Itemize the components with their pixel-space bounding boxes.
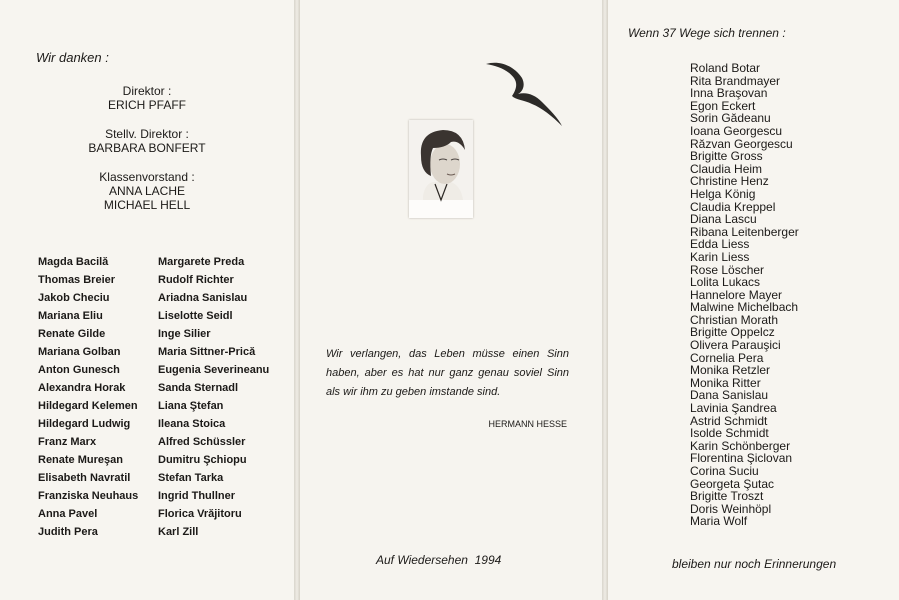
graduate-name: Ribana Leitenberger: [690, 224, 799, 239]
teacher-name: Hildegard Ludwig: [38, 418, 131, 430]
teacher-name: Liselotte Seidl: [158, 310, 233, 322]
graduate-name: Malwine Michelbach: [690, 300, 799, 315]
teacher-name: Franziska Neuhaus: [38, 490, 139, 502]
graduate-name: Maria Wolf: [690, 514, 748, 529]
teacher-name: Judith Pera: [38, 526, 98, 538]
teacher-name: Inge Silier: [158, 328, 211, 340]
teacher-name: Sanda Sternadl: [158, 382, 239, 394]
graduate-name: Christine Henz: [690, 174, 769, 189]
graduate-name: Astrid Schmidt: [690, 413, 768, 428]
teacher-name: Alexandra Horak: [38, 382, 126, 394]
graduate-name: Ioana Georgescu: [690, 123, 783, 138]
graduate-name: Egon Eckert: [690, 98, 756, 113]
graduate-name: Monika Ritter: [690, 375, 761, 390]
teacher-name: Renate Gilde: [38, 328, 106, 340]
graduate-name: Brigitte Gross: [690, 149, 763, 164]
graduates-heading: Wenn 37 Wege sich trennen :: [628, 26, 786, 40]
teacher-name: Stefan Tarka: [158, 472, 224, 484]
teacher-name: Margarete Preda: [158, 256, 245, 268]
graduate-name: Brigitte Oppelcz: [690, 325, 775, 340]
teacher-name: Eugenia Severineanu: [158, 364, 270, 376]
teacher-name: Elisabeth Navratil: [38, 472, 131, 484]
farewell-text: Auf Wiedersehen 1994: [376, 553, 502, 567]
graduate-name: Cornelia Pera: [690, 350, 764, 365]
student-photo: [409, 120, 473, 218]
teacher-name: Florica Vrăjitoru: [158, 508, 242, 520]
graduate-name: Helga König: [690, 186, 756, 201]
teacher-name: Anton Gunesch: [38, 364, 120, 376]
teacher-name: Renate Mureşan: [38, 454, 123, 466]
deputy-role: Stellv. Direktor :: [105, 127, 189, 141]
graduate-name: Brigitte Troszt: [690, 489, 764, 504]
graduate-name: Răzvan Georgescu: [690, 136, 793, 151]
graduate-name: Olivera Parauşici: [690, 338, 781, 353]
teacher-name: Hildegard Kelemen: [38, 400, 138, 412]
quote-author: HERMANN HESSE: [488, 419, 567, 429]
graduate-name: Claudia Kreppel: [690, 199, 776, 214]
teacher-name: Maria Sittner-Prică: [158, 346, 256, 358]
teacher-name: Thomas Breier: [38, 274, 116, 286]
teacher-name: Magda Bacilă: [38, 256, 109, 268]
class-teacher-name-1: ANNA LACHE: [108, 184, 186, 198]
teacher-name: Ileana Stoica: [158, 418, 226, 430]
graduate-name: Sorin Gădeanu: [690, 111, 771, 126]
teacher-name: Dumitru Şchiopu: [158, 454, 247, 466]
teachers-column-2: [158, 253, 269, 541]
teacher-name: Ariadna Sanislau: [158, 292, 248, 304]
teacher-name: Jakob Checiu: [38, 292, 110, 304]
graduate-name: Karin Liess: [690, 249, 750, 264]
class-teacher-name-2: MICHAEL HELL: [103, 198, 191, 212]
teacher-name: Franz Marx: [38, 436, 97, 448]
teacher-name: Rudolf Richter: [158, 274, 234, 286]
deputy-name: BARBARA BONFERT: [88, 141, 206, 155]
graduate-name: Rose Löscher: [690, 262, 765, 277]
thanks-heading: Wir danken :: [36, 50, 109, 65]
teacher-name: Mariana Eliu: [38, 310, 103, 322]
graduate-name: Karin Schönberger: [690, 438, 791, 453]
graduate-name: Lolita Lukacs: [690, 275, 761, 290]
director-name: ERICH PFAFF: [107, 98, 186, 112]
graduate-name: Claudia Heim: [690, 161, 763, 176]
graduate-name: Diana Lascu: [690, 212, 757, 227]
director-role: Direktor :: [122, 84, 172, 98]
graduate-name: Georgeta Şutac: [690, 476, 775, 491]
teachers-column-1: [38, 253, 138, 541]
teacher-name: Mariana Golban: [38, 346, 121, 358]
quote-text: Wir verlangen, das Leben müsse einen Sinn haben, aber es hat nur ganz genau soviel Sinn als wir ihm zu geben imstande sind.: [326, 348, 569, 398]
graduate-name: Monika Retzler: [690, 363, 771, 378]
graduate-name: Rita Brandmayer: [690, 73, 781, 88]
graduates-list: [690, 62, 799, 528]
graduate-name: Christian Morath: [690, 312, 779, 327]
graduate-name: Florentina Şiclovan: [690, 451, 793, 466]
graduate-name: Corina Suciu: [690, 464, 759, 478]
graduate-name: Doris Weinhöpl: [690, 501, 772, 516]
graduate-name: Roland Botar: [690, 61, 761, 75]
teacher-name: Alfred Schüssler: [158, 436, 246, 448]
teacher-name: Liana Ştefan: [158, 400, 224, 412]
class-teacher-role: Klassenvorstand :: [99, 170, 195, 184]
graduate-name: Dana Sanislau: [690, 388, 769, 403]
teacher-name: Ingrid Thullner: [158, 490, 235, 502]
bird-illustration: [482, 58, 566, 130]
teacher-name: Anna Pavel: [38, 508, 98, 520]
graduate-name: Inna Braşovan: [690, 86, 768, 101]
graduate-name: Hannelore Mayer: [690, 287, 783, 302]
graduate-name: Lavinia Şandrea: [690, 401, 777, 416]
graduate-name: Isolde Schmidt: [690, 426, 769, 441]
teacher-name: Karl Zill: [158, 526, 199, 538]
memories-footer: bleiben nur noch Erinnerungen: [672, 557, 837, 571]
graduate-name: Edda Liess: [690, 237, 750, 252]
